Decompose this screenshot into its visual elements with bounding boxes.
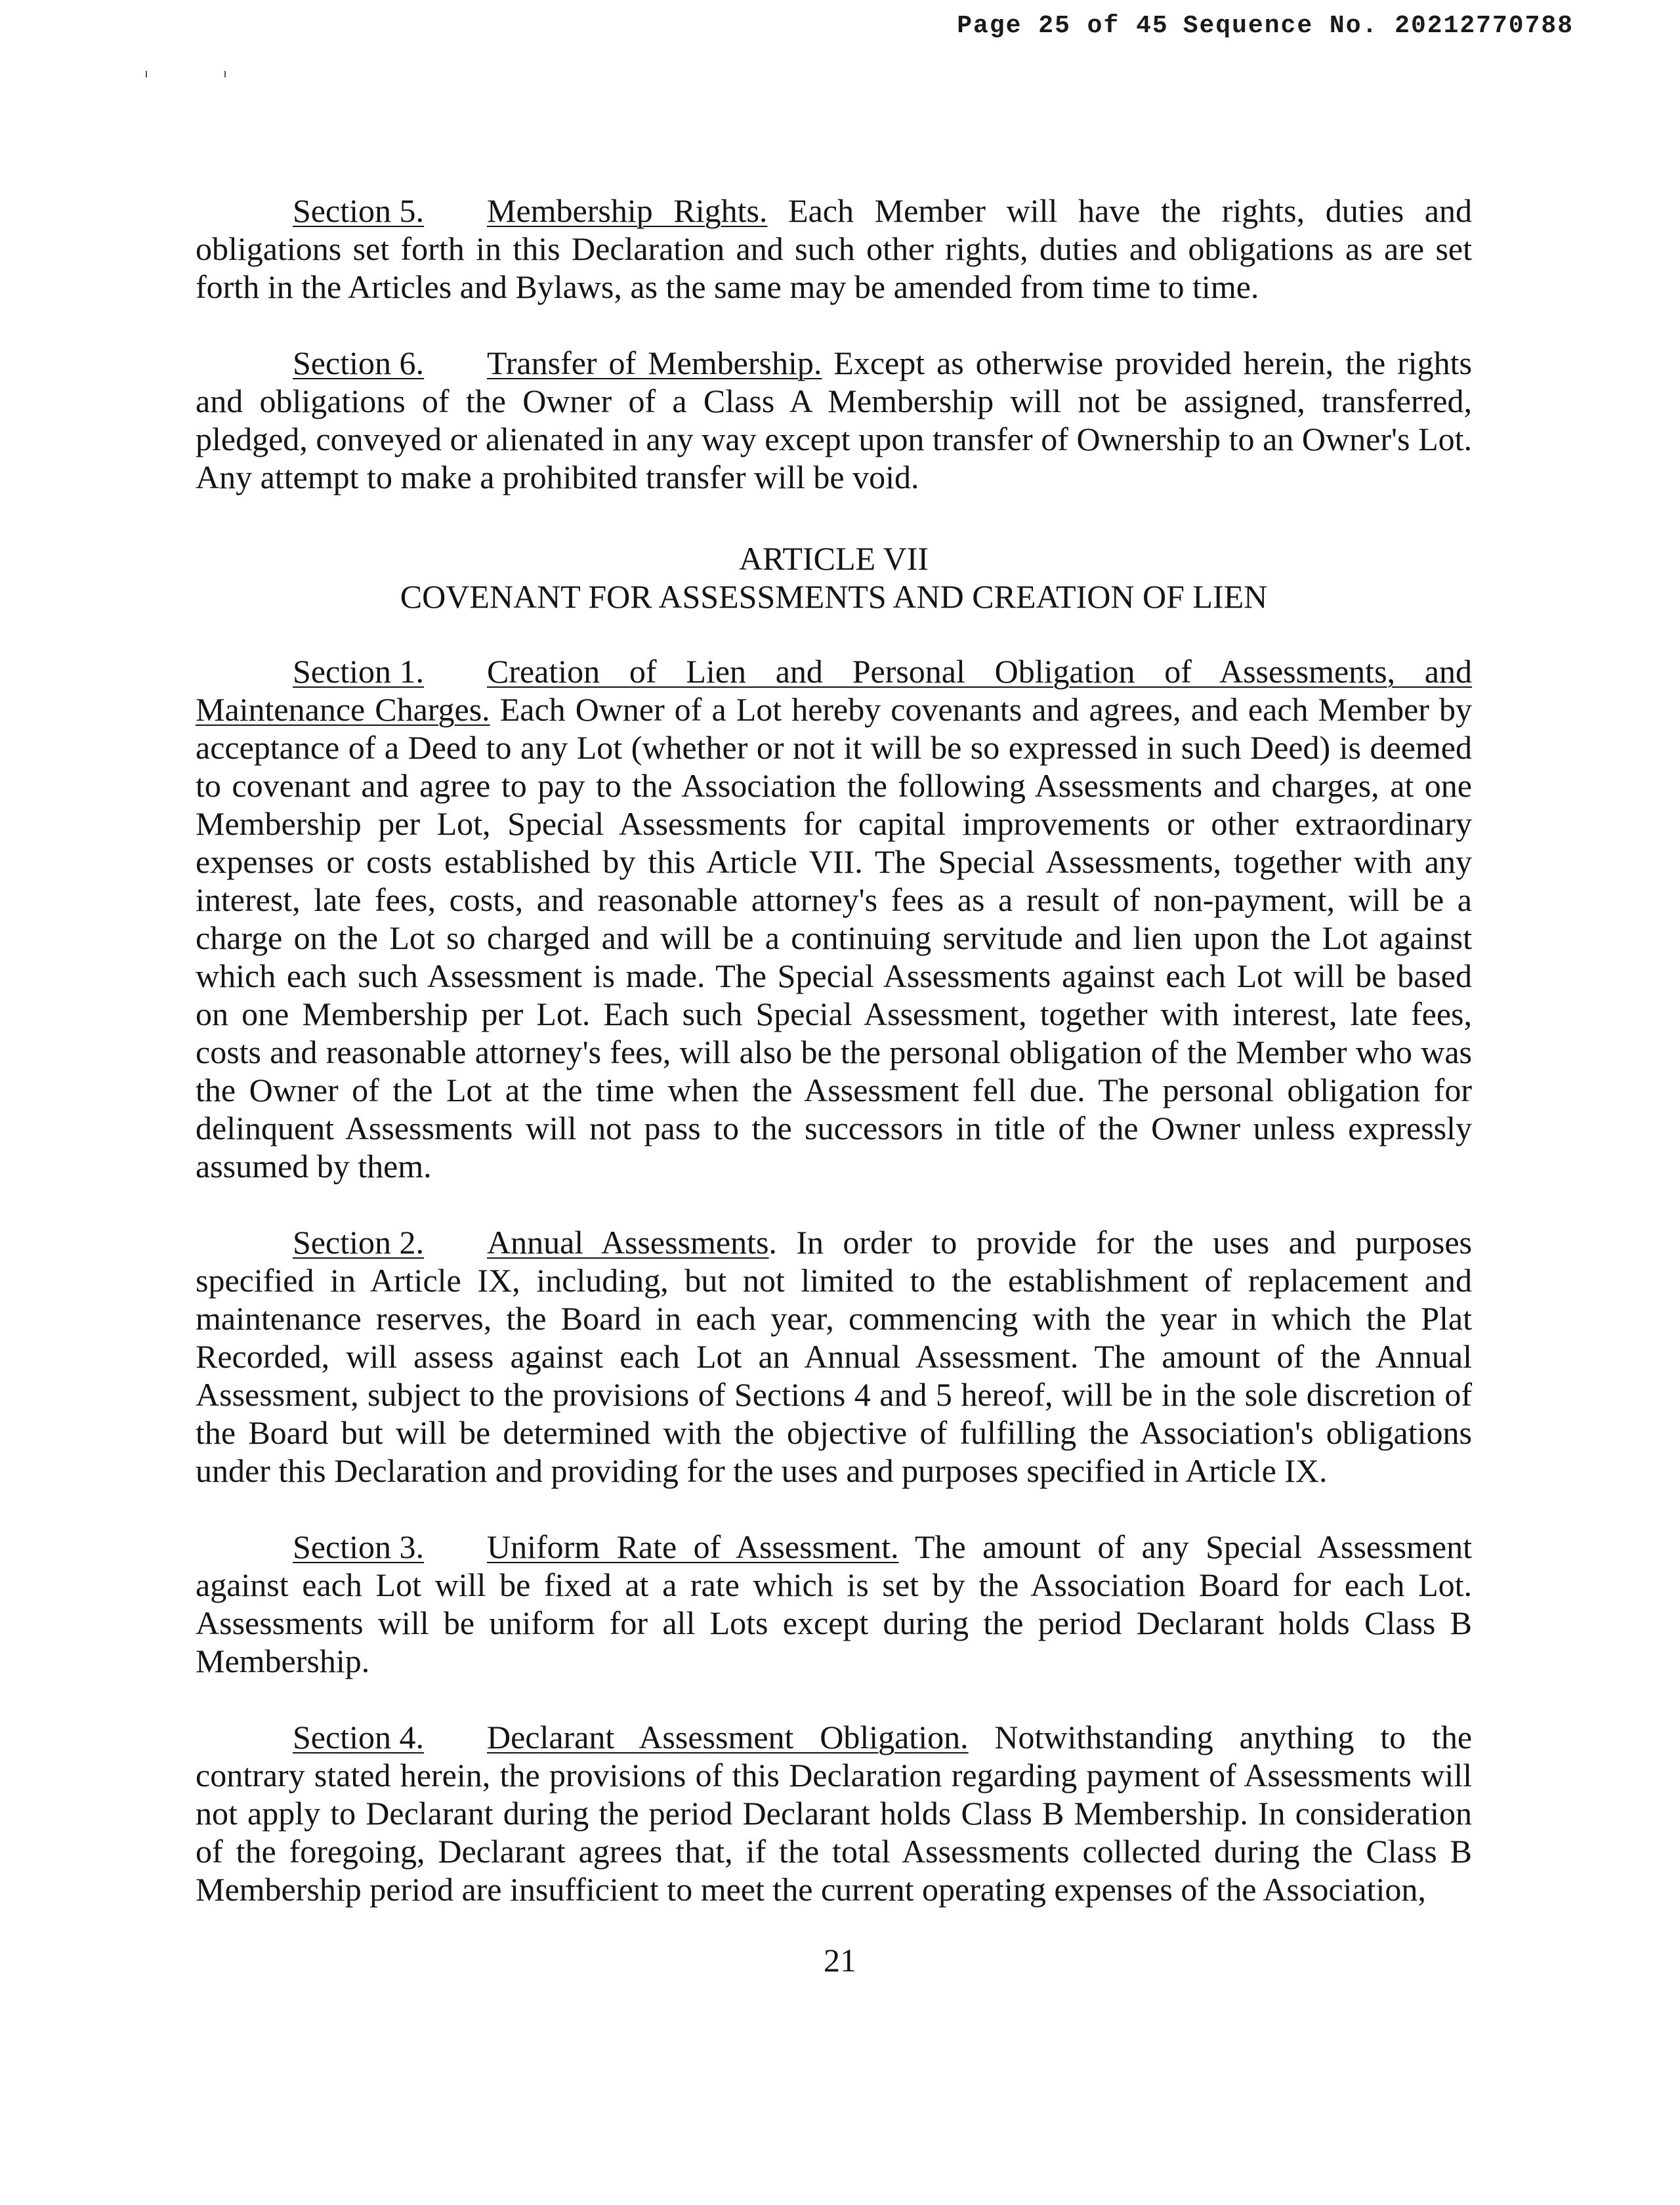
- scan-mark: [146, 71, 147, 77]
- page-info: Page 25 of 45: [957, 12, 1169, 40]
- section-3-paragraph: [196, 1528, 1472, 1680]
- section-title: Transfer of Membership.: [486, 345, 822, 381]
- section-5-paragraph: [196, 192, 1472, 306]
- section-text: The amount of any Special Assessment against each Lot will be fixed at a rate which is set by the Association Board for each Lot. Assessments will be uniform for all Lots except during the period Declarant holds Class B Membership.: [196, 1528, 1472, 1679]
- section-title: Annual Assessments: [486, 1224, 769, 1261]
- section-label: Section 1.: [293, 653, 424, 690]
- article-title: COVENANT FOR ASSESSMENTS AND CREATION OF LIEN: [400, 578, 1268, 615]
- scan-mark: [224, 71, 226, 77]
- article-heading: [196, 539, 1472, 616]
- section-label: Section 5.: [293, 192, 424, 229]
- section-title: Uniform Rate of Assessment.: [486, 1528, 899, 1565]
- section-text: Each Member will have the rights, duties and obligations set forth in this Declaration and such other rights, duties and obligations as are set forth in the Articles and Bylaws, as the same may be amended from time to time.: [196, 192, 1472, 305]
- section-label: Section 6.: [293, 345, 424, 381]
- page-number: 21: [824, 1942, 856, 1979]
- sections-after-article: [196, 652, 1472, 1908]
- section-text: Notwithstanding anything to the contrary stated herein, the provisions of this Declaration regarding payment of Assessments will not apply to Declarant during the period Declarant holds Class B Membership. In consideration of the foregoing, Declarant agrees that, if the total Assessments collected during the Class B Membership period are insufficient to meet the current operating expenses of the Association,: [196, 1719, 1473, 1908]
- section-1-paragraph: [196, 652, 1472, 1185]
- section-4-paragraph: [196, 1718, 1472, 1908]
- sections-before-article: [196, 192, 1472, 496]
- section-label: Section 4.: [293, 1719, 424, 1755]
- section-text: Except as otherwise provided herein, the rights and obligations of the Owner of a Class A Membership will not be assigned, transferred, pledged, conveyed or alienated in any way except upon transfer of Ownership to an Owner's Lot. Any attempt to make a prohibited transfer will be void.: [196, 345, 1472, 495]
- section-label: Section 3.: [293, 1528, 424, 1565]
- article-number: ARTICLE VII: [738, 540, 929, 577]
- page-header: [957, 12, 1574, 40]
- section-2-paragraph: [196, 1223, 1472, 1490]
- section-text: Each Owner of a Lot hereby covenants and agrees, and each Member by acceptance of a Deed to any Lot (whether or not it will be so expressed in such Deed) is deemed to covenant and agree to pay to the Association the following Assessments and charges, at one Membership per Lot, Special Assessments for capital improvements or other extraordinary expenses or costs established by this Article VII. The Special Assessments, together with any interest, late fees, costs, and reasonable attorney's fees as a result of non-payment, will be a charge on the Lot so charged and will be a continuing servitude and lien upon the Lot against which each such Assessment is made. The Special Assessments against each Lot will be based on one Membership per Lot. Each such Special Assessment, together with interest, late fees, costs and reasonable attorney's fees, will also be the personal obligation of the Member who was the Owner of the Lot at the time when the Assessment fell due. The personal obligation for delinquent Assessments will not pass to the successors in title of the Owner unless expressly assumed by them.: [196, 691, 1472, 1185]
- section-label: Section 2.: [293, 1224, 424, 1261]
- section-text: . In order to provide for the uses and purposes specified in Article IX, including, but not limited to the establishment of replacement and maintenance reserves, the Board in each year, commencing with the year in which the Plat Recorded, will assess against each Lot an Annual Assessment. The amount of the Annual Assessment, subject to the provisions of Sections 4 and 5 hereof, will be in the sole discretion of the Board but will be determined with the objective of fulfilling the Association's obligations under this Declaration and providing for the uses and purposes specified in Article IX.: [196, 1224, 1473, 1489]
- section-title: Declarant Assessment Obligation.: [486, 1719, 969, 1755]
- sequence-number: Sequence No. 20212770788: [1183, 12, 1574, 40]
- section-title: Membership Rights.: [486, 192, 768, 229]
- section-6-paragraph: [196, 344, 1472, 496]
- section-title: Creation of Lien and Personal Obligation of Assessments, and Maintenance Charges.: [196, 653, 1472, 728]
